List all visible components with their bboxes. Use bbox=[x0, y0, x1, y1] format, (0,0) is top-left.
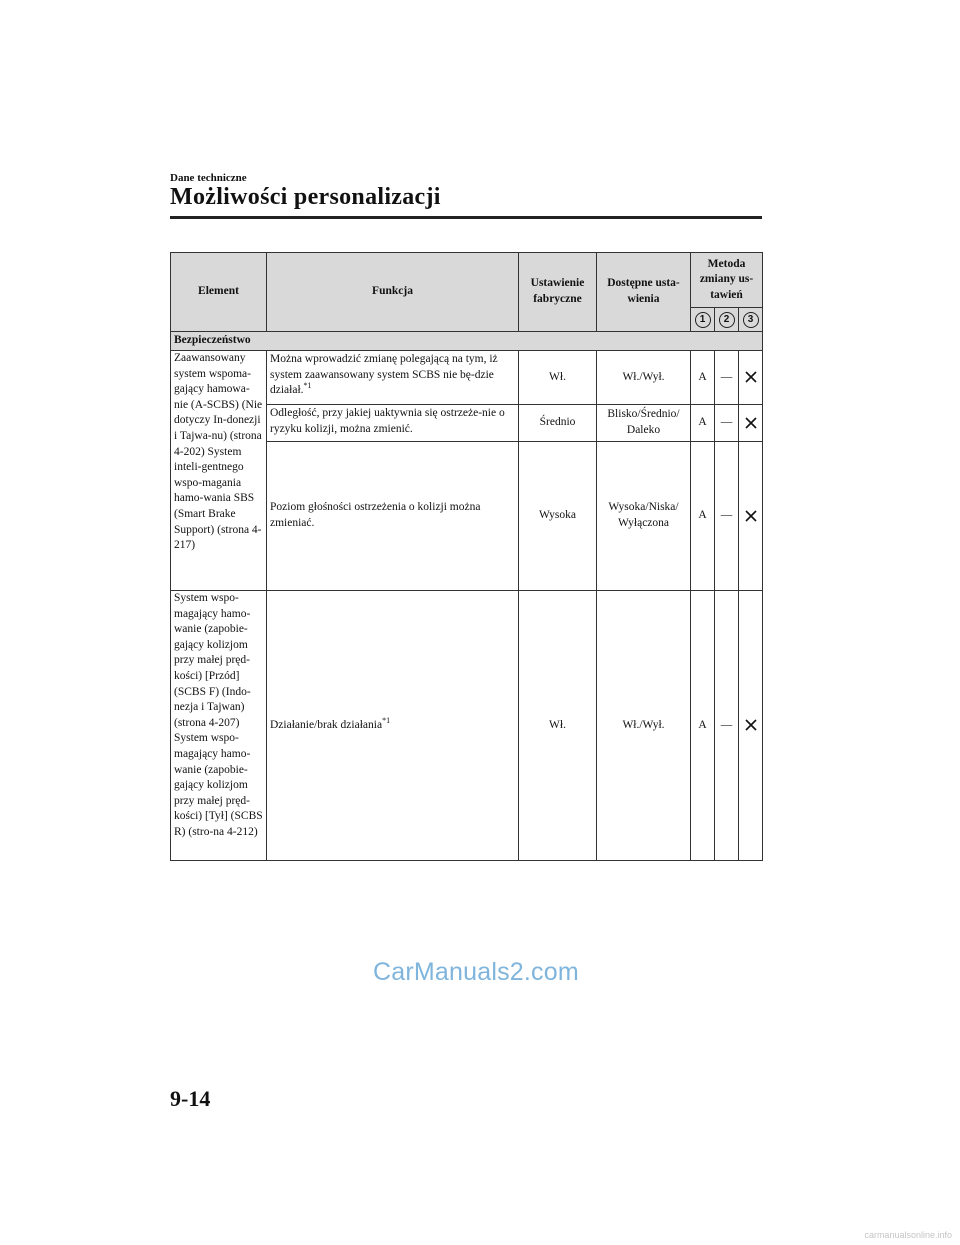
function-cell: Można wprowadzić zmianę polegającą na tym, iż system zaawansowany system SCBS nie bę-dzie działał.$^{*1}$ bbox=[267, 351, 519, 405]
available-cell: Wł./Wył. bbox=[597, 591, 691, 861]
category-row bbox=[171, 332, 763, 351]
page-number: 9-14 bbox=[170, 1086, 211, 1111]
cross-icon bbox=[745, 417, 757, 429]
method-col-2 bbox=[715, 308, 739, 332]
header-default: Ustawienie fabryczne bbox=[519, 253, 597, 332]
header-method: Metoda zmiany us-tawień bbox=[691, 253, 763, 308]
method-2-cell: — bbox=[715, 351, 739, 405]
circled-number-2: 2 bbox=[719, 312, 735, 328]
method-1-cell: A bbox=[691, 442, 715, 591]
cross-icon bbox=[745, 510, 757, 522]
method-1-cell: A bbox=[691, 591, 715, 861]
circled-number-3: 3 bbox=[743, 312, 759, 328]
method-2-cell: — bbox=[715, 591, 739, 861]
category-label: Bezpieczeństwo bbox=[171, 332, 763, 351]
default-cell: Wł. bbox=[519, 591, 597, 861]
default-cell: Wysoka bbox=[519, 442, 597, 591]
watermark[interactable]: CarManuals2.com bbox=[373, 958, 579, 986]
default-cell: Wł. bbox=[519, 351, 597, 405]
header-available: Dostępne usta-wienia bbox=[597, 253, 691, 332]
method-3-cell bbox=[739, 442, 763, 591]
header-element: Element bbox=[171, 253, 267, 332]
section-label: Dane techniczne bbox=[170, 172, 247, 184]
method-2-cell: — bbox=[715, 405, 739, 442]
method-1-cell: A bbox=[691, 405, 715, 442]
cross-icon bbox=[745, 719, 757, 731]
customization-table bbox=[170, 252, 763, 861]
function-cell: Działanie/brak działania$^{*1}$ bbox=[267, 591, 519, 861]
available-cell: Wysoka/Niska/ Wyłączona bbox=[597, 442, 691, 591]
footer-site[interactable]: carmanualsonline.info bbox=[864, 1230, 952, 1240]
method-3-cell bbox=[739, 591, 763, 861]
header-function: Funkcja bbox=[267, 253, 519, 332]
element-cell: System wspo-magający hamo-wanie (zapobie-gający kolizjom przy małej pręd-kości) [Przód] (SCBS F) (Indo-nezja i Tajwan) (strona 4-207) System wspo-magający hamo-wanie (zapobie-gający kolizjom przy małej pręd-kości) [Tył] (SCBS R) (stro-na 4-212) bbox=[171, 591, 267, 861]
method-3-cell bbox=[739, 405, 763, 442]
page-title: Możliwości personalizacji bbox=[170, 184, 441, 210]
method-1-cell: A bbox=[691, 351, 715, 405]
method-3-cell bbox=[739, 351, 763, 405]
method-2-cell: — bbox=[715, 442, 739, 591]
cross-icon bbox=[745, 371, 757, 383]
footnote-marker: *1 bbox=[382, 715, 391, 725]
table-row bbox=[171, 591, 763, 861]
function-cell: Odległość, przy jakiej uaktywnia się ostrzeże-nie o ryzyku kolizji, można zmienić. bbox=[267, 405, 519, 442]
circled-number-1: 1 bbox=[695, 312, 711, 328]
default-cell: Średnio bbox=[519, 405, 597, 442]
title-divider bbox=[170, 216, 762, 219]
available-cell: Wł./Wył. bbox=[597, 351, 691, 405]
table-row bbox=[171, 351, 763, 405]
method-col-1 bbox=[691, 308, 715, 332]
available-cell: Blisko/Średnio/ Daleko bbox=[597, 405, 691, 442]
method-col-3 bbox=[739, 308, 763, 332]
function-cell: Poziom głośności ostrzeżenia o kolizji można zmieniać. bbox=[267, 442, 519, 591]
element-cell: Zaawansowany system wspoma-gający hamowa-nie (A-SCBS) (Nie dotyczy In-donezji i Tajwa-nu) (strona 4-202) System inteli-gentnego wspo-magania hamo-wania SBS (Smart Brake Support) (strona 4-217) bbox=[171, 351, 267, 591]
footnote-marker: *1 bbox=[303, 381, 312, 391]
